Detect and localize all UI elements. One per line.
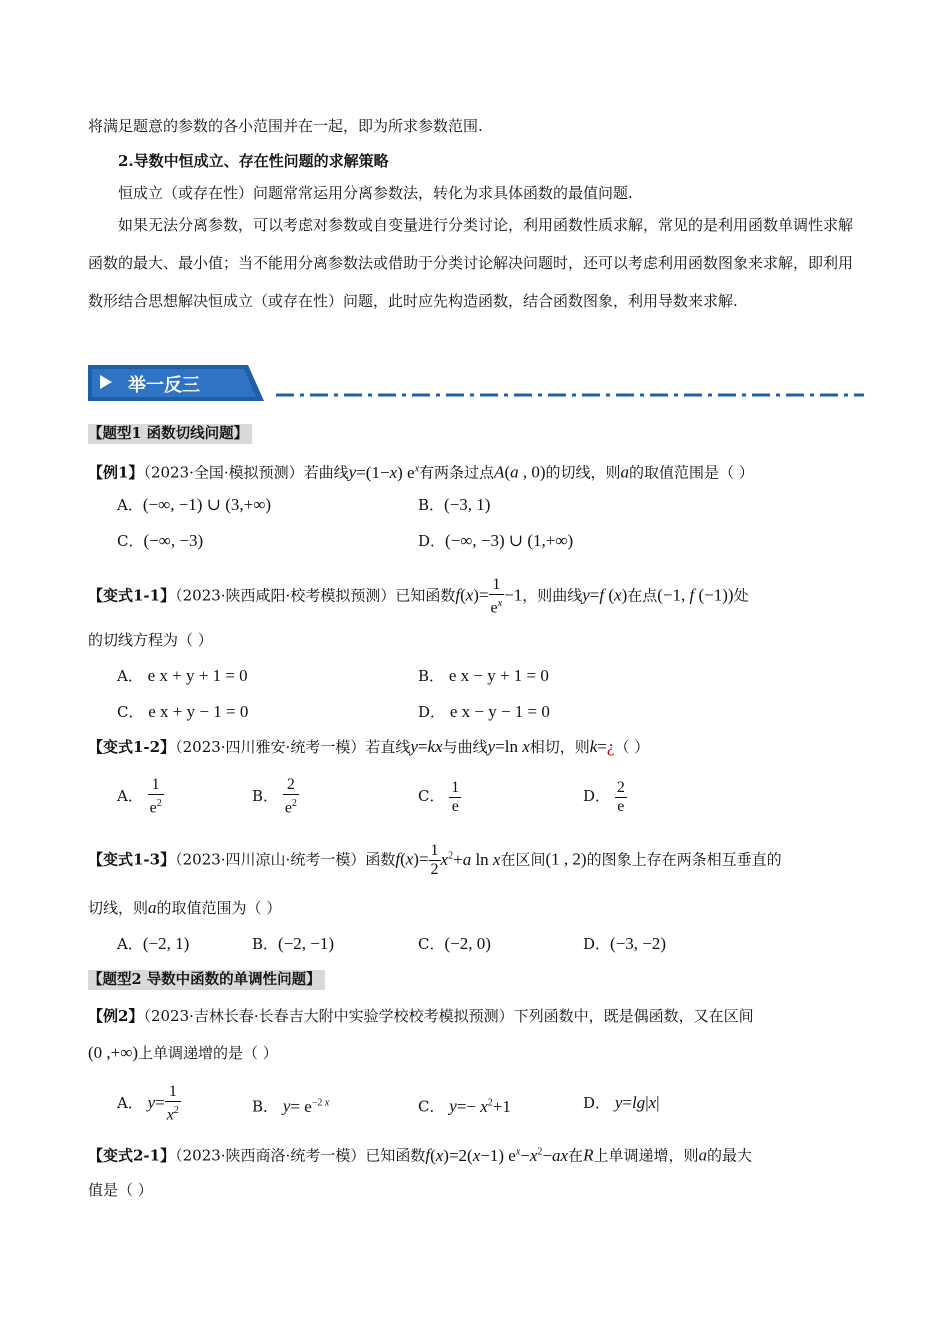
section-heading-2: 2.导数中恒成立、存在性问题的求解策略	[118, 152, 389, 170]
variant-1-2-label: 【变式1-2】	[88, 738, 176, 756]
variant-1-1-stem: 【变式1-1】（2023·陕西咸阳·校考模拟预测）已知函数f(x)= $\frac{1}{e^x}$ −1，则曲线y=f (x)在点(−1, f (−1))处	[88, 576, 749, 617]
variant-1-3-stem: 【变式1-3】（2023·四川凉山·统考一模）函数f(x)= $\frac{1}{2}$ $x^2+a$ ln x在区间(1 , 2)的图象上存在两条相互垂直的	[88, 842, 782, 879]
variant-1-1-text-b: ，则曲线	[522, 586, 583, 605]
example-1-option-b[interactable]: B．(−3, 1)	[418, 495, 491, 514]
banner-label: 举一反三	[128, 375, 200, 396]
example-1-option-c[interactable]: C．(−∞, −3)	[117, 531, 204, 550]
variant-2-1-text-b: 在	[568, 1146, 584, 1165]
variant-1-2-stem: 【变式1-2】（2023·四川雅安·统考一模）若直线y=kx与曲线y=ln x相切，则k=¿（ ）	[88, 737, 650, 756]
variant-1-1-option-b[interactable]: B． e x − y + 1 = 0	[418, 666, 549, 685]
intro-paragraph-1: 将满足题意的参数的各小范围并在一起，即为所求参数范围.	[88, 117, 483, 135]
variant-1-2-option-c[interactable]: C． $\frac{1}{e}$	[418, 778, 460, 815]
variant-1-1-text-c: 在点	[627, 586, 658, 605]
variant-1-3-text-b: 在区间	[500, 850, 546, 869]
variant-1-1-label: 【变式1-1】	[88, 586, 176, 605]
example-1-text-c: 的切线，则	[545, 463, 621, 482]
variant-1-3-option-b[interactable]: B．(−2, −1)	[252, 934, 335, 953]
example-2-label: 【例2】	[88, 1007, 144, 1025]
example-1-option-d[interactable]: D．(−∞, −3) ∪ (1,+∞)	[418, 531, 574, 550]
example-2-source: （2023·吉林长春·长春吉大附中实验学校校考模拟预测）	[143, 1007, 514, 1025]
variant-1-2-text-c: 相切，则	[529, 738, 590, 756]
variant-1-3-text-e: 的取值范围为（ ）	[156, 899, 282, 917]
variant-1-1-stem-cont: 的切线方程为（ ）	[88, 631, 213, 649]
variant-1-2-text-b: 与曲线	[442, 738, 488, 756]
variant-1-1-option-a[interactable]: A． e x + y + 1 = 0	[117, 666, 248, 685]
example-2-text-a: 下列函数中，既是偶函数，又在区间	[513, 1007, 754, 1025]
variant-1-2-text-d: （ ）	[614, 738, 650, 756]
variant-2-1-stem: 【变式2-1】（2023·陕西商洛·统考一模）已知函数f(x)=2(x−1) $e^x-x^2-ax$在R上单调递增，则a的最大	[88, 1145, 752, 1165]
variant-1-3-source: （2023·四川凉山·统考一模）	[175, 850, 366, 869]
variant-1-2-option-a[interactable]: A． $\frac{1}{e^2}$	[117, 776, 162, 817]
variant-2-1-text-c: 上单调递增，则	[593, 1146, 699, 1165]
variant-2-1-label: 【变式2-1】	[88, 1146, 176, 1165]
variant-1-1-source: （2023·陕西咸阳·校考模拟预测）	[175, 586, 396, 605]
intro-paragraph-3: 如果无法分离参数，可以考虑对参数或自变量进行分类讨论，利用函数性质求解，常见的是利用函数单调性求解函数的最大、最小值；当不能用分离参数法或借助于分类讨论解决问题时，还可以考虑利用函数图象来求解，即利用数形结合思想解决恒成立（或存在性）问题，此时应先构造函数，结合函数图象，利用导数来求解.	[88, 216, 854, 310]
variant-1-3-option-a[interactable]: A．(−2, 1)	[117, 934, 190, 953]
type2-tag: 【题型2 导数中函数的单调性问题】	[88, 970, 325, 990]
section-banner	[88, 363, 864, 403]
example-2-option-c[interactable]: C． $y=- x^2+1$	[418, 1096, 511, 1116]
example-1-text-a: 若曲线	[303, 463, 349, 482]
example-2-stem-cont: (0 ,+∞)上单调递增的是（ ）	[88, 1043, 278, 1062]
example-1-stem: 【例1】（2023·全国·模拟预测）若曲线y=(1−x) $e^x$有两条过点A(a , 0)的切线，则a的取值范围是（ ）	[88, 462, 754, 482]
variant-1-1-text-a: 已知函数	[395, 586, 456, 605]
variant-1-2-option-b[interactable]: B． $\frac{2}{e^2}$	[252, 776, 297, 817]
variant-2-1-text-a: 已知函数	[365, 1146, 426, 1165]
example-1-source: （2023·全国·模拟预测）	[143, 463, 304, 482]
variant-1-1-text-d: 处	[733, 586, 749, 605]
example-2-option-a[interactable]: A． y= $\frac{1}{x^2}$	[117, 1083, 179, 1124]
example-1-option-a[interactable]: A．(−∞, −1) ∪ (3,+∞)	[117, 495, 271, 514]
variant-1-3-option-d[interactable]: D．(−3, −2)	[583, 934, 667, 953]
example-2-option-d[interactable]: D． y=lg|x|	[583, 1093, 660, 1112]
variant-1-3-text-c: 的图象上存在两条相互垂直的	[586, 850, 782, 869]
variant-1-3-label: 【变式1-3】	[88, 850, 176, 869]
variant-2-1-stem-cont: 值是（ ）	[88, 1181, 153, 1199]
example-2-stem	[88, 1004, 754, 1028]
variant-1-3-stem-cont: 切线，则a的取值范围为（ ）	[88, 898, 282, 917]
type1-tag: 【题型1 函数切线问题】	[88, 424, 252, 444]
variant-1-1-option-d[interactable]: D． e x − y − 1 = 0	[418, 702, 550, 721]
variant-1-3-text-a: 函数	[365, 850, 396, 869]
variant-1-3-option-c[interactable]: C．(−2, 0)	[418, 934, 491, 953]
variant-1-2-source: （2023·四川雅安·统考一模）	[175, 738, 366, 756]
variant-1-3-text-d: 切线，则	[88, 899, 149, 917]
variant-2-1-source: （2023·陕西商洛·统考一模）	[175, 1146, 366, 1165]
intro-paragraph-2: 恒成立（或存在性）问题常常运用分离参数法，转化为求具体函数的最值问题.	[118, 184, 633, 202]
example-1-text-d: 的取值范围是（ ）	[629, 463, 754, 482]
example-2-text-b: 上单调递增的是（ ）	[138, 1044, 278, 1062]
example-1-label: 【例1】	[88, 463, 144, 482]
banner-shape	[88, 363, 864, 403]
variant-1-1-option-c[interactable]: C． e x + y − 1 = 0	[117, 702, 249, 721]
variant-1-2-option-d[interactable]: D． $\frac{2}{e}$	[583, 778, 625, 815]
variant-1-2-text-a: 若直线	[365, 738, 411, 756]
example-1-text-b: 有两条过点	[419, 463, 495, 482]
variant-2-1-text-d: 的最大	[706, 1146, 752, 1165]
example-2-option-b[interactable]: B． $y= e^{-2 x}$	[252, 1096, 330, 1116]
